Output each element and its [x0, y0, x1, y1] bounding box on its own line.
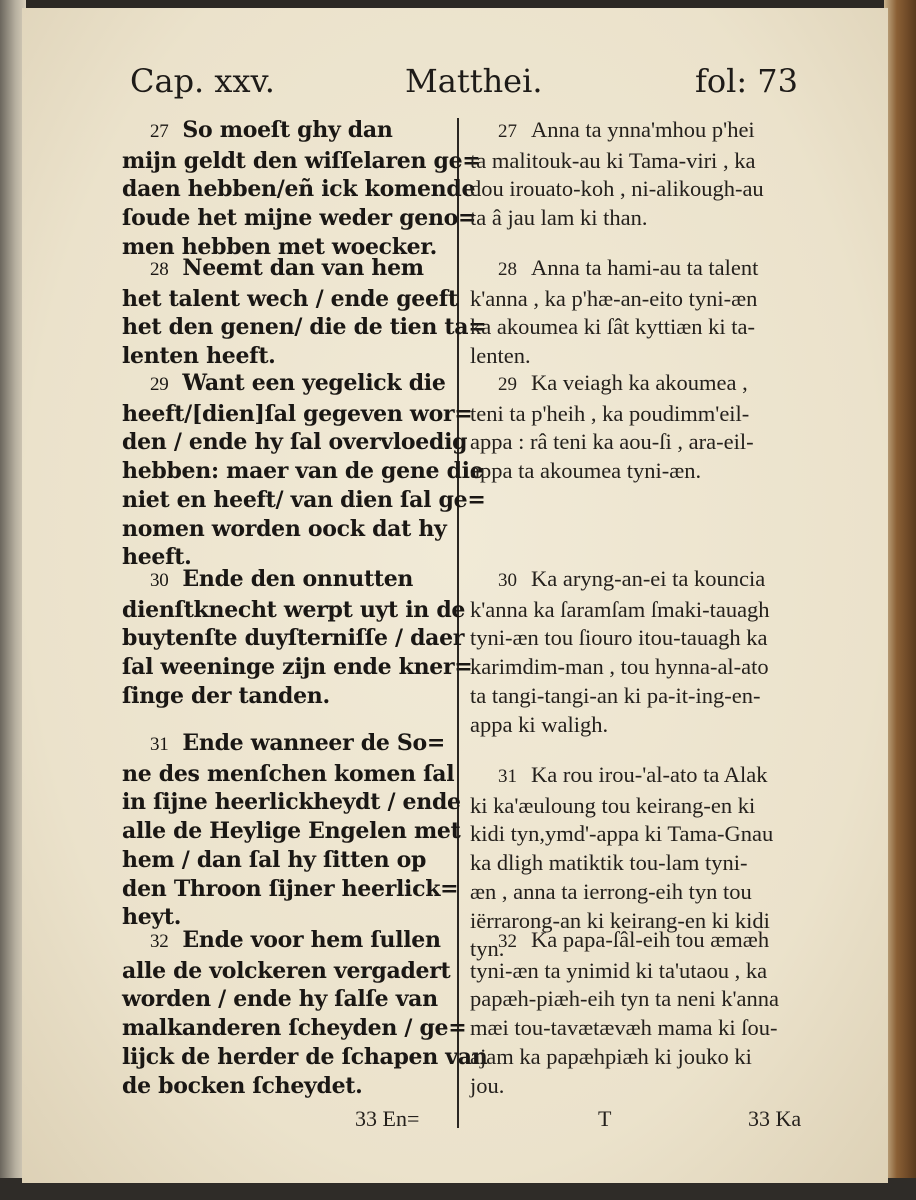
verse-line — [122, 369, 452, 400]
verse-line — [470, 1014, 820, 1043]
verse-30 — [470, 565, 820, 739]
verse-number: 31 — [498, 766, 517, 787]
verse-text: Anna ta ynna'mhou p'hei — [531, 117, 755, 142]
verse-number: 28 — [150, 259, 169, 280]
verse-line — [122, 515, 452, 544]
verse-text: ſinge der tanden. — [122, 682, 330, 709]
verse-text: Want een yegelick die — [182, 370, 446, 396]
verse-28 — [122, 254, 487, 371]
column-divider — [457, 118, 459, 1128]
verse-line — [122, 957, 452, 986]
verse-line — [470, 711, 820, 740]
verse-text: ta tangi-tangi-an ki pa-it-ing-en- — [470, 682, 761, 708]
verse-text: iërrarong-an ki keirang-en ki kidi — [470, 907, 770, 933]
verse-text: Ka veiagh ka akoumea , — [531, 370, 748, 395]
verse-text: de bocken ſcheydet. — [122, 1072, 363, 1099]
verse-line — [122, 624, 465, 653]
verse-text: Ka papa-ſâl-eih tou æmæh — [531, 927, 770, 952]
verse-line — [470, 878, 820, 907]
verse-text: tyni-æn tou ſiouro itou-tauagh ka — [470, 625, 768, 651]
verse-text: appa ta akoumea tyni-æn. — [470, 458, 702, 484]
verse-line — [470, 653, 820, 682]
verse-line — [122, 985, 452, 1014]
verse-text: tyni-æn ta ynimid ki ta'utaou , ka — [470, 957, 768, 983]
verse-28 — [470, 254, 820, 371]
verse-text: men hebben met woecker. — [122, 233, 438, 260]
verse-27 — [122, 116, 481, 262]
verse-line — [470, 1072, 820, 1101]
folio-number: fol: 73 — [695, 62, 799, 100]
verse-line — [470, 369, 820, 400]
verse-line — [470, 285, 820, 314]
verse-text: kidi tyn,ymd'-appa ki Tama-Gnau — [470, 821, 774, 847]
verse-27 — [470, 116, 820, 233]
verse-line — [470, 313, 820, 342]
verse-text: tyn. — [470, 936, 505, 962]
verse-text: alle de volckeren vergadert — [122, 957, 451, 984]
verse-line — [470, 624, 820, 653]
verse-text: het talent wech / ende geeft — [122, 285, 458, 312]
verse-line — [122, 175, 476, 204]
verse-line — [122, 116, 452, 147]
chapter-heading: Cap. xxv. — [130, 62, 275, 100]
verse-line — [470, 400, 820, 429]
verse-line — [470, 116, 820, 147]
verse-line — [470, 792, 820, 821]
verse-text: k'anna , ka p'hæ-an-eito tyni-æn — [470, 285, 758, 311]
verse-text: nomen worden oock dat hy — [122, 515, 447, 542]
verse-text: heyt. — [122, 904, 182, 931]
verse-30 — [122, 565, 473, 711]
verse-line — [122, 313, 487, 342]
verse-line — [122, 1072, 452, 1101]
verse-29 — [122, 369, 486, 572]
verse-text: buytenſte duyſterniſſe / daer — [122, 625, 465, 652]
verse-31 — [122, 729, 461, 932]
verse-number: 30 — [150, 570, 169, 591]
verse-number: 29 — [150, 374, 169, 395]
verse-number: 27 — [498, 121, 517, 142]
verse-line — [470, 957, 820, 986]
verse-text: Anna ta hami-au ta talent — [531, 255, 759, 280]
verse-text: heeft. — [122, 544, 192, 571]
verse-text: hebben: maer van de gene die — [122, 458, 484, 485]
verse-line — [122, 147, 481, 176]
verse-line — [122, 565, 452, 596]
verse-number: 32 — [498, 931, 517, 952]
verse-line — [122, 926, 452, 957]
verse-text: ka akoumea ki ſât kyttiæn ki ta- — [470, 314, 755, 340]
verse-line — [122, 204, 477, 233]
verse-text: worden / ende hy ſalſe van — [122, 986, 438, 1013]
verse-text: So moeſt ghy dan — [182, 117, 393, 143]
verse-text: mijn geldt den wiſſelaren ge= — [122, 147, 481, 174]
dutch-catchword: 33 En= — [355, 1106, 420, 1131]
verse-line — [470, 342, 820, 371]
verse-text: Ka aryng-an-ei ta kouncia — [531, 566, 766, 591]
verse-line — [122, 788, 461, 817]
verse-line — [122, 682, 452, 711]
formosan-catchword: 33 Ka — [748, 1106, 802, 1131]
verse-text: ta malitouk-au ki Tama-viri , ka — [470, 147, 756, 173]
verse-text: ta â jau lam ki than. — [470, 205, 648, 231]
verse-line — [470, 204, 820, 233]
verse-text: ki ka'æuloung tou keirang-en ki — [470, 792, 756, 818]
verse-text: den / ende hy ſal overvloedig — [122, 429, 468, 456]
verse-text: daen hebben/eñ ick komende — [122, 176, 476, 203]
verse-text: karimdim-man , tou hynna-al-ato — [470, 654, 769, 680]
verse-text: in ſijne heerlickheydt / ende — [122, 789, 461, 816]
verse-text: Ka rou irou-'al-ato ta Alak — [531, 762, 768, 787]
verse-line — [470, 926, 820, 957]
verse-32 — [470, 926, 820, 1100]
verse-text: teni ta p'heih , ka poudimm'eil- — [470, 400, 750, 426]
verse-line — [470, 147, 820, 176]
verse-line — [122, 875, 459, 904]
verse-line — [122, 817, 461, 846]
verse-number: 31 — [150, 734, 169, 755]
verse-text: ajam ka papæhpiæh ki jouko ki — [470, 1043, 752, 1069]
verse-line — [122, 596, 466, 625]
verse-line — [470, 175, 820, 204]
verse-text: jou. — [470, 1072, 505, 1098]
verse-line — [122, 342, 452, 371]
verse-text: Neemt dan van hem — [182, 255, 424, 281]
verse-line — [122, 760, 455, 789]
verse-text: niet en heeft/ van dien ſal ge= — [122, 486, 486, 513]
verse-number: 28 — [498, 259, 517, 280]
verse-line — [470, 457, 820, 486]
verse-text: ſoude het mijne weder geno= — [122, 205, 477, 232]
signature-mark: T — [598, 1106, 612, 1131]
verse-text: ka dligh matiktik tou-lam tyni- — [470, 850, 748, 876]
verse-text: malkanderen ſcheyden / ge= — [122, 1015, 467, 1042]
verse-line — [122, 1014, 467, 1043]
verse-line — [122, 254, 452, 285]
verse-text: ne des menſchen komen ſal — [122, 760, 455, 787]
verse-text: Ende wanneer de So= — [182, 730, 445, 756]
verse-number: 32 — [150, 931, 169, 952]
verse-text: heeft/[dien]ſal gegeven wor= — [122, 400, 473, 427]
verse-line — [470, 761, 820, 792]
verse-number: 30 — [498, 570, 517, 591]
verse-line — [122, 457, 484, 486]
verse-line — [470, 1043, 820, 1072]
verse-text: alle de Heylige Engelen met — [122, 818, 461, 845]
verse-text: hem / dan ſal hy ſitten op — [122, 846, 427, 873]
verse-line — [122, 729, 452, 760]
verse-line — [470, 820, 820, 849]
verse-line — [470, 428, 820, 457]
verse-text: mæi tou-tavætævæh mama ki ſou- — [470, 1015, 778, 1041]
book-title: Matthei. — [405, 62, 543, 100]
verse-line — [122, 486, 486, 515]
verse-line — [470, 596, 820, 625]
verse-text: den Throon ſijner heerlick= — [122, 875, 459, 902]
verse-line — [122, 846, 452, 875]
verse-number: 27 — [150, 121, 169, 142]
verse-line — [122, 285, 458, 314]
verse-text: het den genen/ die de tien ta= — [122, 314, 487, 341]
verse-text: dienſtknecht werpt uyt in de — [122, 596, 466, 623]
verse-29 — [470, 369, 820, 486]
verse-line — [470, 565, 820, 596]
verse-line — [122, 428, 468, 457]
verse-line — [122, 653, 473, 682]
verse-line — [122, 1043, 488, 1072]
verse-text: ſal weeninge zijn ende kner= — [122, 654, 473, 681]
verse-line — [470, 849, 820, 878]
verse-text: Ende den onnutten — [182, 566, 414, 592]
verse-text: papæh-piæh-eih tyn ta neni k'anna — [470, 986, 779, 1012]
verse-line — [122, 400, 473, 429]
verse-text: k'anna ka ſaramſam ſmaki-tauagh — [470, 596, 770, 622]
book-spine — [884, 0, 916, 1200]
verse-text: æn , anna ta ierrong-eih tyn tou — [470, 878, 752, 904]
verse-text: appa : râ teni ka aou-ſi , ara-eil- — [470, 429, 754, 455]
verse-line — [470, 682, 820, 711]
verse-line — [470, 254, 820, 285]
verse-text: dou irouato-koh , ni-alikough-au — [470, 176, 764, 202]
verse-line — [470, 985, 820, 1014]
verse-text: Ende voor hem ſullen — [182, 927, 441, 953]
verse-number: 29 — [498, 374, 517, 395]
verse-text: lenten heeft. — [122, 343, 276, 370]
verse-text: appa ki waligh. — [470, 711, 609, 737]
verse-text: lijck de herder de ſchapen van — [122, 1043, 488, 1070]
verse-text: lenten. — [470, 343, 531, 369]
